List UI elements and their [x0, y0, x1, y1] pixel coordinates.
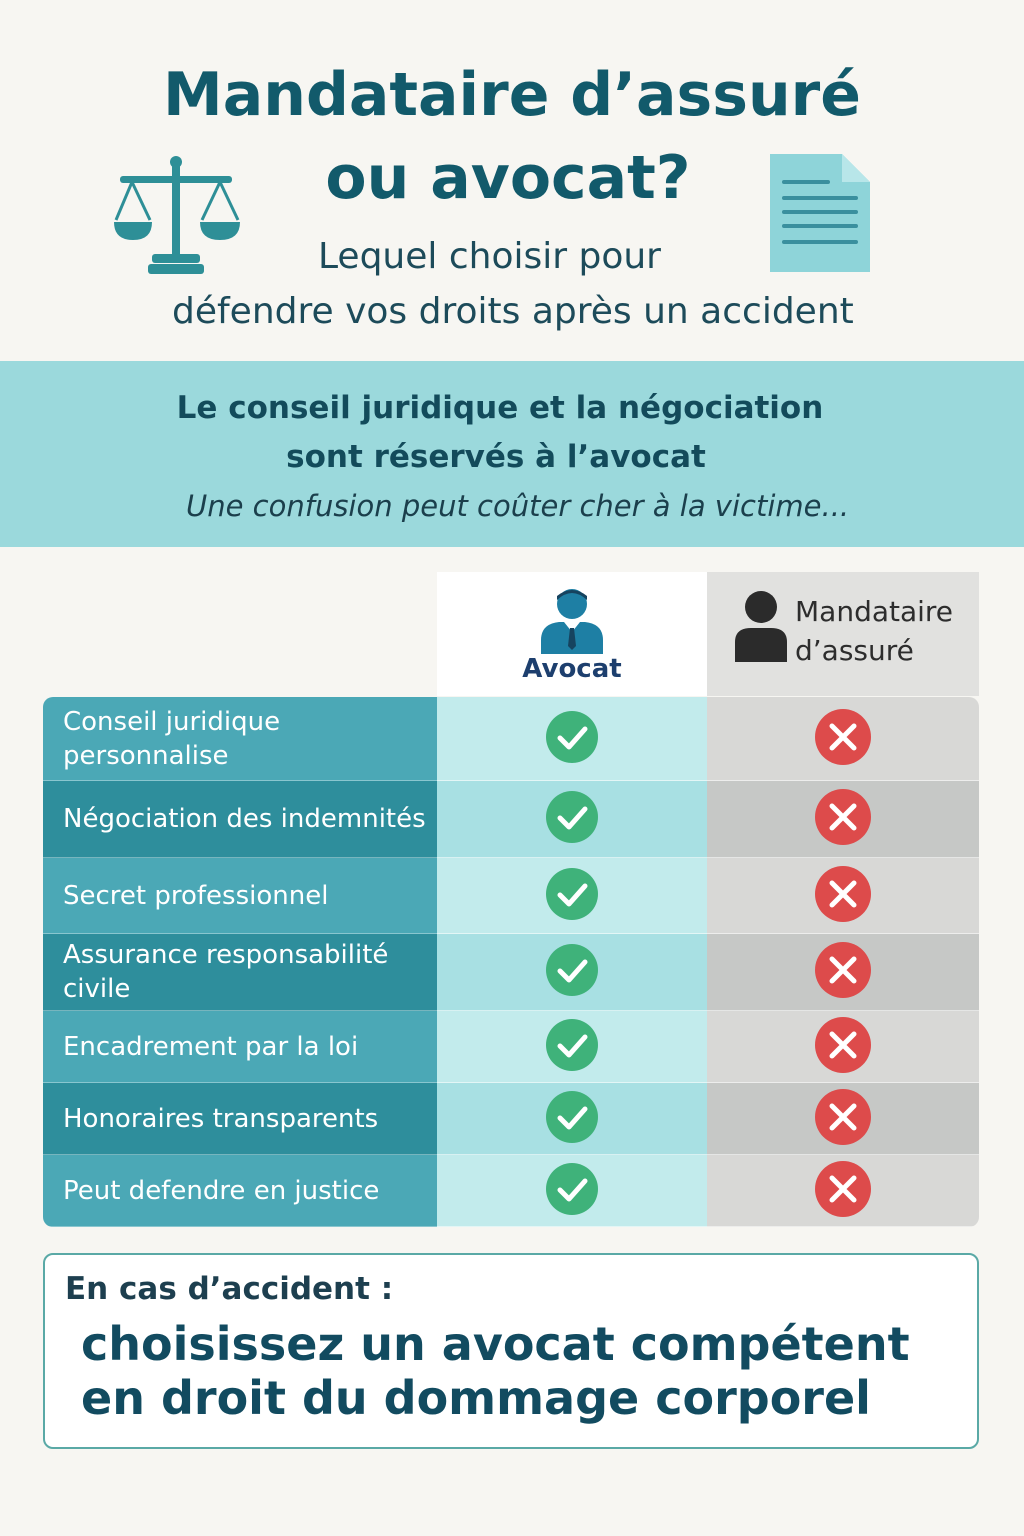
row-label: Conseil juridique personnalise	[63, 706, 281, 771]
mandataire-cell	[707, 1011, 979, 1083]
column-label-mandataire-line2: d’assuré	[795, 634, 914, 667]
comparison-table	[43, 697, 979, 1227]
avocat-cell	[437, 781, 707, 858]
column-label-mandataire	[795, 592, 975, 670]
row-label: Négociation des indemnités	[63, 804, 426, 834]
cross-icon	[814, 865, 872, 927]
check-icon	[545, 710, 599, 768]
conclusion-line2: en droit du dommage corporel	[81, 1371, 871, 1425]
table-row	[43, 934, 979, 1011]
header	[0, 0, 1024, 360]
avocat-cell	[437, 934, 707, 1011]
row-label-cell	[43, 858, 437, 934]
check-icon	[545, 867, 599, 925]
mandataire-cell	[707, 781, 979, 858]
table-row	[43, 697, 979, 781]
row-label: Peut defendre en justice	[63, 1175, 380, 1206]
column-label-avocat: Avocat	[522, 654, 622, 684]
check-icon	[545, 1090, 599, 1148]
page-title-line2: ou avocat?	[325, 143, 691, 213]
conclusion-line1: choisissez un avocat compétent	[81, 1317, 910, 1371]
table-row	[43, 1155, 979, 1227]
person-avatar-icon	[733, 590, 789, 666]
avocat-cell	[437, 1083, 707, 1155]
document-icon	[764, 150, 874, 280]
avocat-cell	[437, 1011, 707, 1083]
mandataire-cell	[707, 1155, 979, 1227]
row-label-cell	[43, 1155, 437, 1227]
lawyer-avatar-icon	[537, 586, 607, 658]
cross-icon	[814, 1016, 872, 1078]
row-label-cell	[43, 781, 437, 858]
page-title-line1: Mandataire d’assuré	[163, 60, 861, 130]
subtitle-line1: Lequel choisir pour	[318, 236, 661, 277]
check-icon	[545, 1018, 599, 1076]
row-label: Honoraires transparents	[63, 1103, 379, 1134]
row-label-cell	[43, 1011, 437, 1083]
banner-line3: Une confusion peut coûter cher à la victime...	[186, 489, 850, 523]
check-icon	[545, 790, 599, 848]
subtitle-line2: défendre vos droits après un accident	[172, 291, 854, 332]
conclusion-box	[43, 1253, 979, 1449]
cross-icon	[814, 788, 872, 850]
column-header-mandataire	[707, 572, 979, 696]
warning-banner	[0, 361, 1024, 547]
row-label-cell	[43, 934, 437, 1011]
cross-icon	[814, 708, 872, 770]
column-header-avocat	[437, 572, 707, 696]
avocat-cell	[437, 697, 707, 781]
mandataire-cell	[707, 697, 979, 781]
table-row	[43, 858, 979, 934]
row-label: Secret professionnel	[63, 880, 329, 911]
mandataire-cell	[707, 934, 979, 1011]
row-label-cell	[43, 1083, 437, 1155]
scales-of-justice-icon	[108, 150, 242, 286]
check-icon	[545, 1162, 599, 1220]
row-label: Encadrement par la loi	[63, 1031, 359, 1062]
mandataire-cell	[707, 858, 979, 934]
row-label-cell	[43, 697, 437, 781]
banner-line1: Le conseil juridique et la négociation	[176, 390, 824, 426]
avocat-cell	[437, 1155, 707, 1227]
banner-line2: sont réservés à l’avocat	[286, 439, 706, 475]
avocat-cell	[437, 858, 707, 934]
conclusion-intro: En cas d’accident :	[65, 1271, 394, 1307]
table-row	[43, 1083, 979, 1155]
cross-icon	[814, 941, 872, 1003]
check-icon	[545, 943, 599, 1001]
table-row	[43, 1011, 979, 1083]
row-label: Assurance responsabilité civile	[63, 940, 389, 1004]
column-label-mandataire-line1: Mandataire	[795, 595, 954, 628]
table-row	[43, 781, 979, 858]
mandataire-cell	[707, 1083, 979, 1155]
cross-icon	[814, 1088, 872, 1150]
cross-icon	[814, 1160, 872, 1222]
